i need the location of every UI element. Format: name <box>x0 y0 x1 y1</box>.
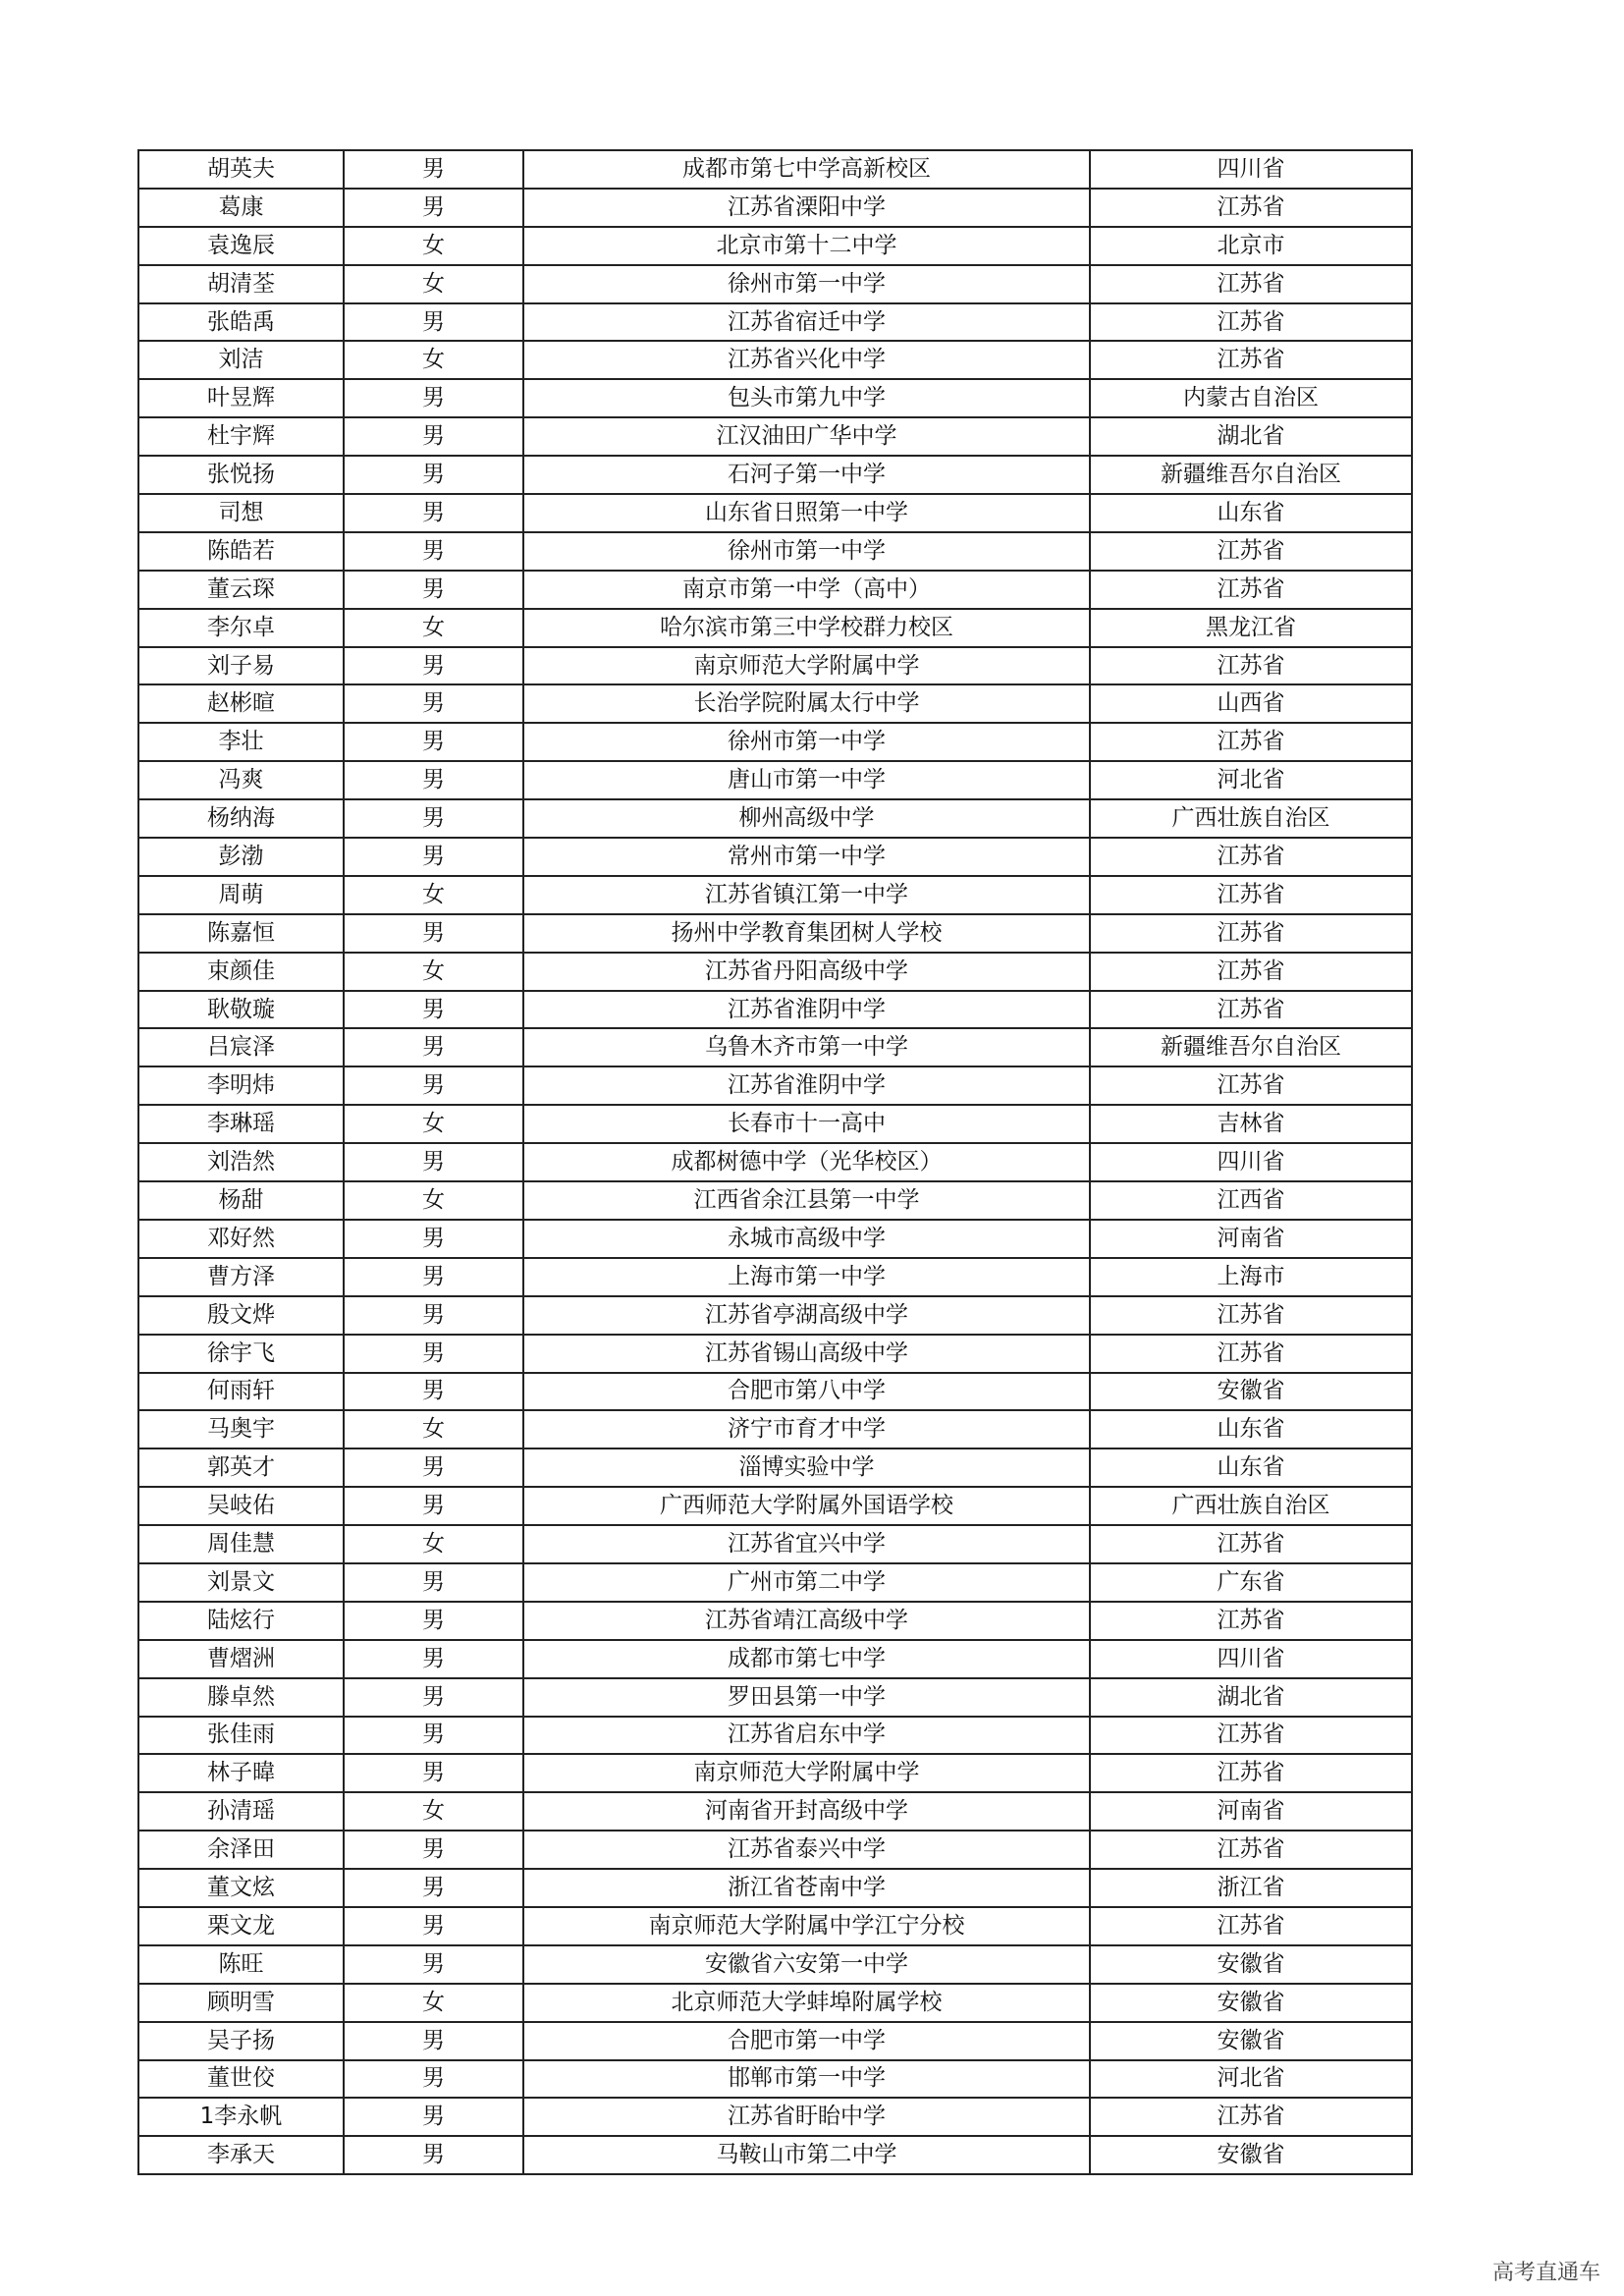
student-name-cell: 葛康 <box>138 189 344 227</box>
school-cell: 徐州市第一中学 <box>523 265 1090 303</box>
school-cell: 南京师范大学附属中学江宁分校 <box>523 1907 1090 1945</box>
table-row <box>138 227 1412 265</box>
table-row <box>138 2098 1412 2136</box>
student-name-cell: 何雨轩 <box>138 1373 344 1411</box>
province-cell: 江苏省 <box>1090 265 1412 303</box>
student-name-cell: 袁逸辰 <box>138 227 344 265</box>
province-cell: 四川省 <box>1090 1640 1412 1678</box>
student-name-cell: 刘子易 <box>138 647 344 685</box>
province-cell: 新疆维吾尔自治区 <box>1090 456 1412 494</box>
student-name-cell: 司想 <box>138 494 344 532</box>
student-name-cell: 顾明雪 <box>138 1984 344 2022</box>
school-cell: 北京师范大学蚌埠附属学校 <box>523 1984 1090 2022</box>
table-row <box>138 265 1412 303</box>
student-name-cell: 赵彬暄 <box>138 684 344 723</box>
gender-cell: 男 <box>344 1563 523 1602</box>
school-cell: 济宁市育才中学 <box>523 1410 1090 1449</box>
province-cell: 吉林省 <box>1090 1105 1412 1143</box>
school-cell: 江苏省泰兴中学 <box>523 1831 1090 1869</box>
student-name-cell: 刘景文 <box>138 1563 344 1602</box>
student-name-cell: 董文炫 <box>138 1869 344 1907</box>
province-cell: 山东省 <box>1090 1410 1412 1449</box>
province-cell: 安徽省 <box>1090 1373 1412 1411</box>
table-row <box>138 1717 1412 1755</box>
school-cell: 成都市第七中学高新校区 <box>523 150 1090 189</box>
table-row <box>138 799 1412 838</box>
student-name-cell: 董云琛 <box>138 571 344 609</box>
gender-cell: 女 <box>344 227 523 265</box>
school-cell: 罗田县第一中学 <box>523 1678 1090 1717</box>
school-cell: 江苏省镇江第一中学 <box>523 876 1090 914</box>
province-cell: 江苏省 <box>1090 953 1412 991</box>
gender-cell: 男 <box>344 1296 523 1335</box>
gender-cell: 男 <box>344 1831 523 1869</box>
roster-body <box>138 150 1412 2174</box>
table-row <box>138 1066 1412 1105</box>
table-row <box>138 1105 1412 1143</box>
school-cell: 乌鲁木齐市第一中学 <box>523 1028 1090 1066</box>
student-name-cell: 刘浩然 <box>138 1143 344 1181</box>
table-row <box>138 2022 1412 2060</box>
school-cell: 永城市高级中学 <box>523 1220 1090 1258</box>
province-cell: 江苏省 <box>1090 1907 1412 1945</box>
student-name-cell: 周萌 <box>138 876 344 914</box>
table-row <box>138 1754 1412 1792</box>
school-cell: 江苏省靖江高级中学 <box>523 1602 1090 1640</box>
school-cell: 江苏省溧阳中学 <box>523 189 1090 227</box>
table-row <box>138 1678 1412 1717</box>
school-cell: 成都市第七中学 <box>523 1640 1090 1678</box>
school-cell: 合肥市第八中学 <box>523 1373 1090 1411</box>
table-row <box>138 532 1412 571</box>
gender-cell: 男 <box>344 838 523 876</box>
province-cell: 安徽省 <box>1090 2022 1412 2060</box>
table-row <box>138 1869 1412 1907</box>
student-name-cell: 吴岐佑 <box>138 1487 344 1525</box>
gender-cell: 男 <box>344 991 523 1029</box>
roster-table <box>137 149 1413 2175</box>
table-row <box>138 1028 1412 1066</box>
school-cell: 河南省开封高级中学 <box>523 1792 1090 1831</box>
gender-cell: 女 <box>344 1792 523 1831</box>
school-cell: 淄博实验中学 <box>523 1449 1090 1487</box>
school-cell: 江苏省亭湖高级中学 <box>523 1296 1090 1335</box>
province-cell: 江苏省 <box>1090 838 1412 876</box>
table-row <box>138 494 1412 532</box>
school-cell: 广州市第二中学 <box>523 1563 1090 1602</box>
table-row <box>138 953 1412 991</box>
student-name-cell: 耿敬璇 <box>138 991 344 1029</box>
table-row <box>138 1335 1412 1373</box>
province-cell: 江苏省 <box>1090 1066 1412 1105</box>
student-name-cell: 徐宇飞 <box>138 1335 344 1373</box>
table-row <box>138 1449 1412 1487</box>
gender-cell: 男 <box>344 2022 523 2060</box>
province-cell: 安徽省 <box>1090 2136 1412 2174</box>
student-name-cell: 李明炜 <box>138 1066 344 1105</box>
table-row <box>138 1640 1412 1678</box>
student-name-cell: 束颜佳 <box>138 953 344 991</box>
school-cell: 江苏省淮阴中学 <box>523 1066 1090 1105</box>
province-cell: 安徽省 <box>1090 1945 1412 1984</box>
school-cell: 合肥市第一中学 <box>523 2022 1090 2060</box>
student-name-cell: 曹熠洲 <box>138 1640 344 1678</box>
province-cell: 江苏省 <box>1090 876 1412 914</box>
province-cell: 江苏省 <box>1090 1296 1412 1335</box>
gender-cell: 男 <box>344 1754 523 1792</box>
school-cell: 安徽省六安第一中学 <box>523 1945 1090 1984</box>
school-cell: 徐州市第一中学 <box>523 532 1090 571</box>
gender-cell: 女 <box>344 1984 523 2022</box>
student-name-cell: 殷文烨 <box>138 1296 344 1335</box>
gender-cell: 女 <box>344 876 523 914</box>
gender-cell: 男 <box>344 189 523 227</box>
school-cell: 常州市第一中学 <box>523 838 1090 876</box>
student-name-cell: 吕宸泽 <box>138 1028 344 1066</box>
student-name-cell: 李壮 <box>138 723 344 761</box>
province-cell: 江苏省 <box>1090 1602 1412 1640</box>
school-cell: 南京市第一中学（高中） <box>523 571 1090 609</box>
province-cell: 北京市 <box>1090 227 1412 265</box>
table-row <box>138 647 1412 685</box>
school-cell: 江苏省启东中学 <box>523 1717 1090 1755</box>
table-row <box>138 723 1412 761</box>
student-name-cell: 邓好然 <box>138 1220 344 1258</box>
student-name-cell: 叶昱辉 <box>138 379 344 417</box>
school-cell: 长春市十一高中 <box>523 1105 1090 1143</box>
table-row <box>138 761 1412 799</box>
province-cell: 广西壮族自治区 <box>1090 1487 1412 1525</box>
table-row <box>138 876 1412 914</box>
province-cell: 浙江省 <box>1090 1869 1412 1907</box>
table-row <box>138 456 1412 494</box>
school-cell: 江汉油田广华中学 <box>523 417 1090 456</box>
table-row <box>138 1487 1412 1525</box>
province-cell: 江苏省 <box>1090 189 1412 227</box>
gender-cell: 男 <box>344 761 523 799</box>
school-cell: 石河子第一中学 <box>523 456 1090 494</box>
table-row <box>138 991 1412 1029</box>
school-cell: 马鞍山市第二中学 <box>523 2136 1090 2174</box>
student-name-cell: 曹方泽 <box>138 1258 344 1296</box>
school-cell: 成都树德中学（光华校区） <box>523 1143 1090 1181</box>
school-cell: 江苏省宿迁中学 <box>523 303 1090 342</box>
school-cell: 江苏省丹阳高级中学 <box>523 953 1090 991</box>
table-row <box>138 1907 1412 1945</box>
gender-cell: 男 <box>344 1143 523 1181</box>
watermark: 高考直通车 <box>1491 2261 1600 2285</box>
gender-cell: 女 <box>344 953 523 991</box>
gender-cell: 男 <box>344 1449 523 1487</box>
school-cell: 江西省余江县第一中学 <box>523 1181 1090 1220</box>
school-cell: 广西师范大学附属外国语学校 <box>523 1487 1090 1525</box>
gender-cell: 男 <box>344 1028 523 1066</box>
table-row <box>138 1143 1412 1181</box>
gender-cell: 女 <box>344 1181 523 1220</box>
school-cell: 江苏省宜兴中学 <box>523 1525 1090 1563</box>
student-name-cell: 余泽田 <box>138 1831 344 1869</box>
gender-cell: 男 <box>344 1373 523 1411</box>
gender-cell: 男 <box>344 379 523 417</box>
gender-cell: 男 <box>344 2060 523 2099</box>
student-name-cell: 董世佼 <box>138 2060 344 2099</box>
table-row <box>138 571 1412 609</box>
table-row <box>138 1220 1412 1258</box>
province-cell: 山东省 <box>1090 1449 1412 1487</box>
table-row <box>138 1410 1412 1449</box>
table-row <box>138 684 1412 723</box>
table-row <box>138 1525 1412 1563</box>
table-row <box>138 914 1412 953</box>
gender-cell: 男 <box>344 417 523 456</box>
gender-cell: 女 <box>344 609 523 647</box>
table-row <box>138 2136 1412 2174</box>
table-row <box>138 1602 1412 1640</box>
province-cell: 江苏省 <box>1090 1525 1412 1563</box>
province-cell: 江苏省 <box>1090 647 1412 685</box>
table-row <box>138 341 1412 379</box>
student-name-cell: 张皓禹 <box>138 303 344 342</box>
table-row <box>138 1373 1412 1411</box>
gender-cell: 女 <box>344 265 523 303</box>
gender-cell: 男 <box>344 1335 523 1373</box>
province-cell: 安徽省 <box>1090 1984 1412 2022</box>
province-cell: 湖北省 <box>1090 417 1412 456</box>
student-name-cell: 李琳瑶 <box>138 1105 344 1143</box>
school-cell: 江苏省盱眙中学 <box>523 2098 1090 2136</box>
province-cell: 广东省 <box>1090 1563 1412 1602</box>
school-cell: 扬州中学教育集团树人学校 <box>523 914 1090 953</box>
gender-cell: 男 <box>344 647 523 685</box>
gender-cell: 男 <box>344 532 523 571</box>
gender-cell: 男 <box>344 914 523 953</box>
gender-cell: 男 <box>344 723 523 761</box>
gender-cell: 男 <box>344 456 523 494</box>
student-name-cell: 张悦扬 <box>138 456 344 494</box>
table-row <box>138 1563 1412 1602</box>
province-cell: 江苏省 <box>1090 2098 1412 2136</box>
gender-cell: 男 <box>344 1220 523 1258</box>
table-row <box>138 609 1412 647</box>
gender-cell: 男 <box>344 2098 523 2136</box>
province-cell: 河北省 <box>1090 2060 1412 2099</box>
table-row <box>138 189 1412 227</box>
province-cell: 四川省 <box>1090 1143 1412 1181</box>
school-cell: 唐山市第一中学 <box>523 761 1090 799</box>
table-row <box>138 1296 1412 1335</box>
province-cell: 新疆维吾尔自治区 <box>1090 1028 1412 1066</box>
province-cell: 江苏省 <box>1090 723 1412 761</box>
student-name-cell: 刘洁 <box>138 341 344 379</box>
province-cell: 上海市 <box>1090 1258 1412 1296</box>
table-row <box>138 150 1412 189</box>
province-cell: 江苏省 <box>1090 571 1412 609</box>
student-name-cell: 陈旺 <box>138 1945 344 1984</box>
student-name-cell: 陆炫行 <box>138 1602 344 1640</box>
table-row <box>138 1831 1412 1869</box>
student-name-cell: 马奥宇 <box>138 1410 344 1449</box>
student-name-cell: 陈嘉恒 <box>138 914 344 953</box>
province-cell: 江苏省 <box>1090 532 1412 571</box>
gender-cell: 女 <box>344 1105 523 1143</box>
province-cell: 河北省 <box>1090 761 1412 799</box>
table-row <box>138 1984 1412 2022</box>
gender-cell: 男 <box>344 2136 523 2174</box>
gender-cell: 男 <box>344 1258 523 1296</box>
table-row <box>138 1181 1412 1220</box>
gender-cell: 男 <box>344 150 523 189</box>
student-name-cell: 胡清荃 <box>138 265 344 303</box>
student-name-cell: 杨甜 <box>138 1181 344 1220</box>
province-cell: 四川省 <box>1090 150 1412 189</box>
gender-cell: 男 <box>344 303 523 342</box>
student-name-cell: 李尔卓 <box>138 609 344 647</box>
table-row <box>138 417 1412 456</box>
table-row <box>138 2060 1412 2099</box>
province-cell: 江苏省 <box>1090 1717 1412 1755</box>
student-name-cell: 杜宇辉 <box>138 417 344 456</box>
gender-cell: 女 <box>344 1410 523 1449</box>
table-row <box>138 838 1412 876</box>
student-name-cell: 胡英夫 <box>138 150 344 189</box>
gender-cell: 女 <box>344 341 523 379</box>
province-cell: 江苏省 <box>1090 914 1412 953</box>
gender-cell: 男 <box>344 799 523 838</box>
gender-cell: 男 <box>344 1602 523 1640</box>
table-row <box>138 303 1412 342</box>
student-name-cell: 林子暐 <box>138 1754 344 1792</box>
student-name-cell: 杨纳海 <box>138 799 344 838</box>
school-cell: 南京师范大学附属中学 <box>523 647 1090 685</box>
student-name-cell: 李承天 <box>138 2136 344 2174</box>
province-cell: 江苏省 <box>1090 1831 1412 1869</box>
student-name-cell: 吴子扬 <box>138 2022 344 2060</box>
province-cell: 江苏省 <box>1090 991 1412 1029</box>
gender-cell: 男 <box>344 1640 523 1678</box>
province-cell: 湖北省 <box>1090 1678 1412 1717</box>
province-cell: 河南省 <box>1090 1792 1412 1831</box>
province-cell: 山东省 <box>1090 494 1412 532</box>
gender-cell: 男 <box>344 1066 523 1105</box>
province-cell: 江苏省 <box>1090 1335 1412 1373</box>
gender-cell: 男 <box>344 1945 523 1984</box>
student-name-cell: 陈皓若 <box>138 532 344 571</box>
province-cell: 广西壮族自治区 <box>1090 799 1412 838</box>
school-cell: 山东省日照第一中学 <box>523 494 1090 532</box>
school-cell: 江苏省淮阴中学 <box>523 991 1090 1029</box>
province-cell: 河南省 <box>1090 1220 1412 1258</box>
student-name-cell: 张佳雨 <box>138 1717 344 1755</box>
gender-cell: 男 <box>344 1869 523 1907</box>
school-cell: 上海市第一中学 <box>523 1258 1090 1296</box>
gender-cell: 男 <box>344 684 523 723</box>
table-row <box>138 1258 1412 1296</box>
gender-cell: 男 <box>344 1907 523 1945</box>
student-name-cell: 滕卓然 <box>138 1678 344 1717</box>
gender-cell: 男 <box>344 1717 523 1755</box>
province-cell: 山西省 <box>1090 684 1412 723</box>
school-cell: 北京市第十二中学 <box>523 227 1090 265</box>
province-cell: 江西省 <box>1090 1181 1412 1220</box>
school-cell: 南京师范大学附属中学 <box>523 1754 1090 1792</box>
student-name-cell: 孙清瑶 <box>138 1792 344 1831</box>
school-cell: 包头市第九中学 <box>523 379 1090 417</box>
school-cell: 徐州市第一中学 <box>523 723 1090 761</box>
province-cell: 江苏省 <box>1090 1754 1412 1792</box>
student-name-cell: 郭英才 <box>138 1449 344 1487</box>
table-row <box>138 379 1412 417</box>
school-cell: 浙江省苍南中学 <box>523 1869 1090 1907</box>
table-row <box>138 1792 1412 1831</box>
gender-cell: 男 <box>344 1487 523 1525</box>
school-cell: 长治学院附属太行中学 <box>523 684 1090 723</box>
province-cell: 黑龙江省 <box>1090 609 1412 647</box>
student-name-cell: 周佳慧 <box>138 1525 344 1563</box>
school-cell: 江苏省兴化中学 <box>523 341 1090 379</box>
student-name-cell: 冯爽 <box>138 761 344 799</box>
student-name-cell: 彭渤 <box>138 838 344 876</box>
province-cell: 江苏省 <box>1090 303 1412 342</box>
school-cell: 哈尔滨市第三中学校群力校区 <box>523 609 1090 647</box>
school-cell: 江苏省锡山高级中学 <box>523 1335 1090 1373</box>
school-cell: 柳州高级中学 <box>523 799 1090 838</box>
student-name-cell: 栗文龙 <box>138 1907 344 1945</box>
gender-cell: 男 <box>344 571 523 609</box>
gender-cell: 女 <box>344 1525 523 1563</box>
province-cell: 江苏省 <box>1090 341 1412 379</box>
student-name-cell: 1李永帆 <box>138 2098 344 2136</box>
gender-cell: 男 <box>344 1678 523 1717</box>
table-row <box>138 1945 1412 1984</box>
gender-cell: 男 <box>344 494 523 532</box>
province-cell: 内蒙古自治区 <box>1090 379 1412 417</box>
school-cell: 邯郸市第一中学 <box>523 2060 1090 2099</box>
